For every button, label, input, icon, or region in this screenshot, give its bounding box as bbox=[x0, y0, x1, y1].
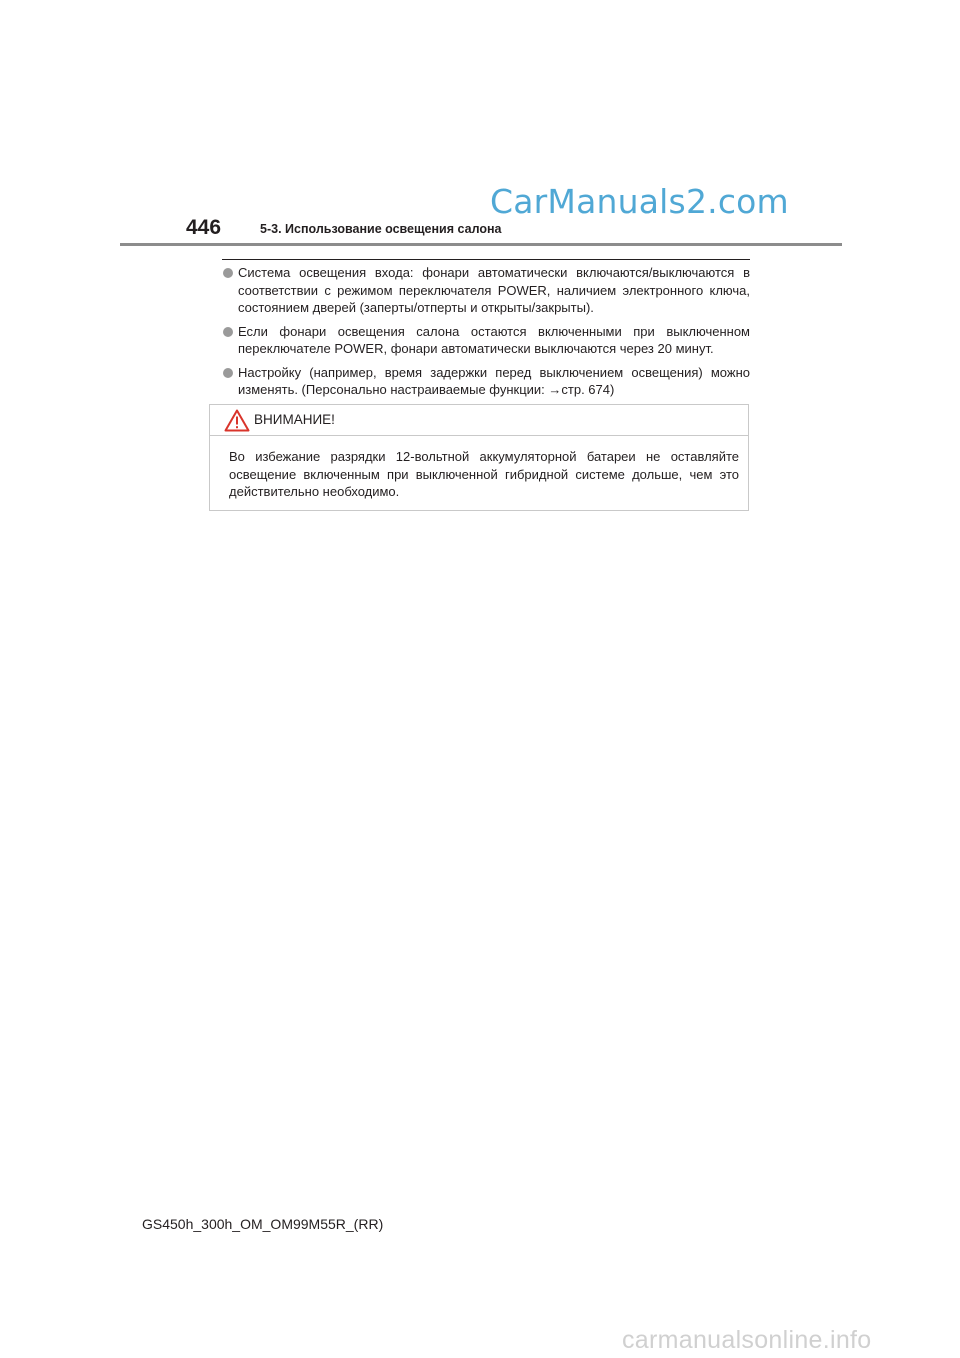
watermark-carmanualsonline: carmanualsonline.info bbox=[622, 1326, 872, 1354]
bullet-dot-icon bbox=[223, 368, 233, 378]
caution-header bbox=[210, 405, 748, 436]
content-divider bbox=[222, 259, 750, 260]
bullet-item bbox=[222, 364, 750, 399]
bullet-list bbox=[222, 264, 750, 405]
section-title: 5-3. Использование освещения салона bbox=[260, 222, 502, 236]
header-divider bbox=[120, 243, 842, 246]
page-number: 446 bbox=[186, 216, 222, 239]
caution-text: Во избежание разрядки 12-вольтной аккумуляторной батареи не оставляйте освещение включенным при выключенной гибридной системе дольше, чем это действительно необходимо. bbox=[229, 449, 739, 499]
bullet-text: Настройку (например, время задержки перед выключением освещения) можно изменять. (Персонально настраиваемые функции: →стр. 674) bbox=[238, 364, 750, 397]
bullet-dot-icon bbox=[223, 268, 233, 278]
bullet-dot-icon bbox=[223, 327, 233, 337]
document-code: GS450h_300h_OM_OM99M55R_(RR) bbox=[142, 1216, 384, 1232]
bullet-item bbox=[222, 264, 750, 317]
warning-triangle-icon bbox=[224, 409, 250, 432]
watermark-carmanuals2: CarManuals2.com bbox=[490, 182, 789, 221]
bullet-text: Система освещения входа: фонари автоматически включаются/выключаются в соответствии с режимом переключателя POWER, наличием электронного ключа, состоянием дверей (заперты/отперты и открыты/закрыты). bbox=[238, 265, 750, 315]
caution-box bbox=[209, 404, 749, 511]
bullet-item bbox=[222, 323, 750, 358]
bullet-text: Если фонари освещения салона остаются включенными при выключенном переключателе POWER, фонари автоматически выключаются через 20 минут. bbox=[238, 323, 750, 356]
caution-title: ВНИМАНИЕ! bbox=[254, 412, 335, 427]
